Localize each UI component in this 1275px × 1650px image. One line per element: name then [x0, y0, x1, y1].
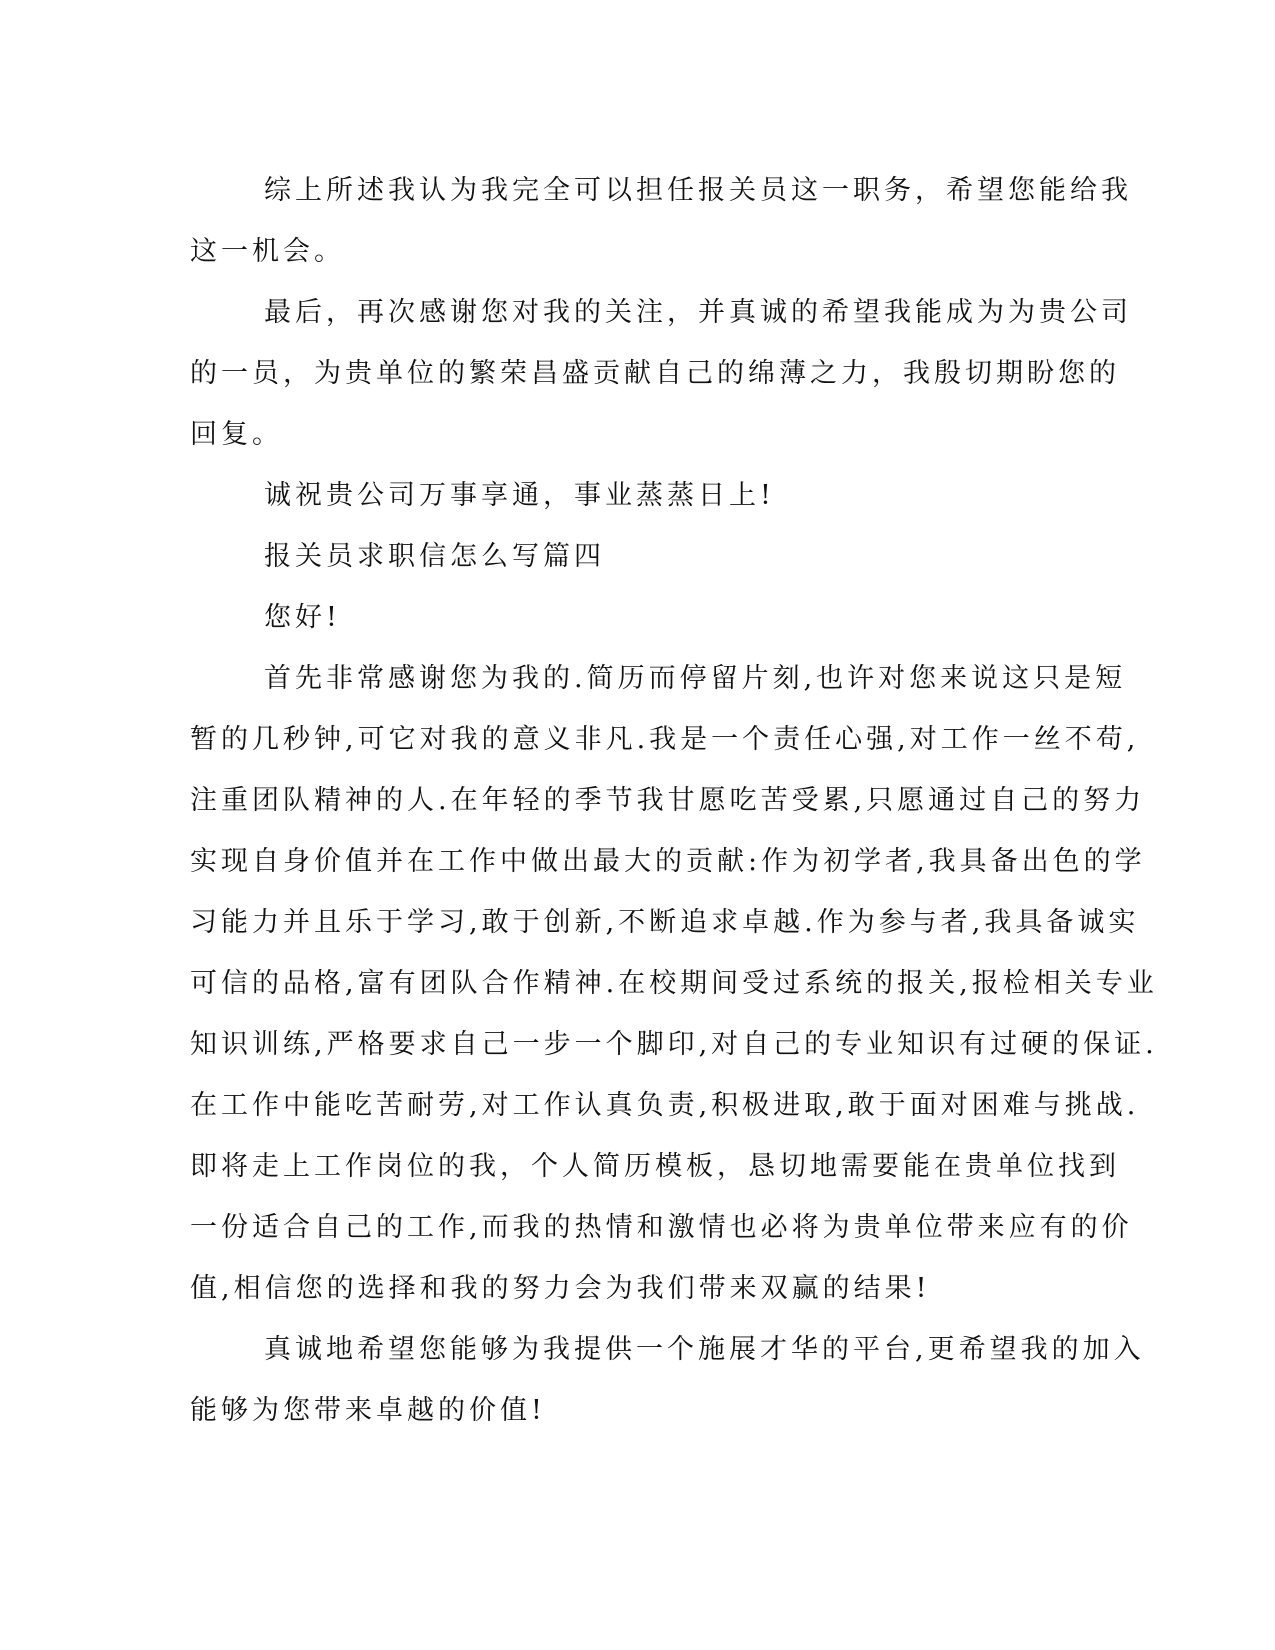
paragraph-thanks [190, 282, 1132, 465]
text-line: 诚祝贵公司万事享通，事业蒸蒸日上! [264, 480, 775, 511]
text-line: 可信的品格,富有团队合作精神.在校期间受过系统的报关,报检相关专业 [190, 968, 1158, 999]
text-line: 暂的几秒钟,可它对我的意义非凡.我是一个责任心强,对工作一丝不苟, [190, 724, 1140, 755]
text-line: 的一员，为贵单位的繁荣昌盛贡献自己的绵薄之力，我殷切期盼您的 [190, 358, 1120, 389]
paragraph-wishes [190, 465, 1080, 526]
text-line: 综上所述我认为我完全可以担任报关员这一职务，希望您能给我 [264, 175, 1132, 206]
text-line: 最后，再次感谢您对我的关注，并真诚的希望我能成为为贵公司 [264, 297, 1132, 328]
text-line: 一份适合自己的工作,而我的热情和激情也必将为贵单位带来应有的价 [190, 1212, 1133, 1243]
section-heading [190, 526, 1080, 587]
document-body [190, 160, 1158, 1441]
text-line: 习能力并且乐于学习,敢于创新,不断追求卓越.作为参与者,我具备诚实 [190, 907, 1140, 938]
text-line: 能够为您带来卓越的价值! [190, 1395, 546, 1426]
text-line: 值,相信您的选择和我的努力会为我们带来双赢的结果! [190, 1273, 931, 1304]
paragraph-conclusion [190, 160, 1132, 282]
heading-text: 报关员求职信怎么写篇四 [264, 541, 605, 572]
text-line: 回复。 [190, 419, 283, 450]
paragraph-closing [190, 1319, 1145, 1441]
text-line: 真诚地希望您能够为我提供一个施展才华的平台,更希望我的加入 [264, 1334, 1145, 1365]
text-line: 这一机会。 [190, 236, 345, 267]
text-line: 在工作中能吃苦耐劳,对工作认真负责,积极进取,敢于面对困难与挑战. [190, 1090, 1140, 1121]
text-line: 知识训练,严格要求自己一步一个脚印,对自己的专业知识有过硬的保证. [190, 1029, 1158, 1060]
text-line: 注重团队精神的人.在年轻的季节我甘愿吃苦受累,只愿通过自己的努力 [190, 785, 1146, 816]
greeting-text: 您好! [264, 602, 341, 633]
greeting [190, 587, 1080, 648]
text-line: 实现自身价值并在工作中做出最大的贡献:作为初学者,我具备出色的学 [190, 846, 1146, 877]
text-line: 首先非常感谢您为我的.简历而停留片刻,也许对您来说这只是短 [264, 663, 1127, 694]
text-line: 即将走上工作岗位的我，个人简历模板，恳切地需要能在贵单位找到 [190, 1151, 1120, 1182]
paragraph-body [190, 648, 1158, 1319]
